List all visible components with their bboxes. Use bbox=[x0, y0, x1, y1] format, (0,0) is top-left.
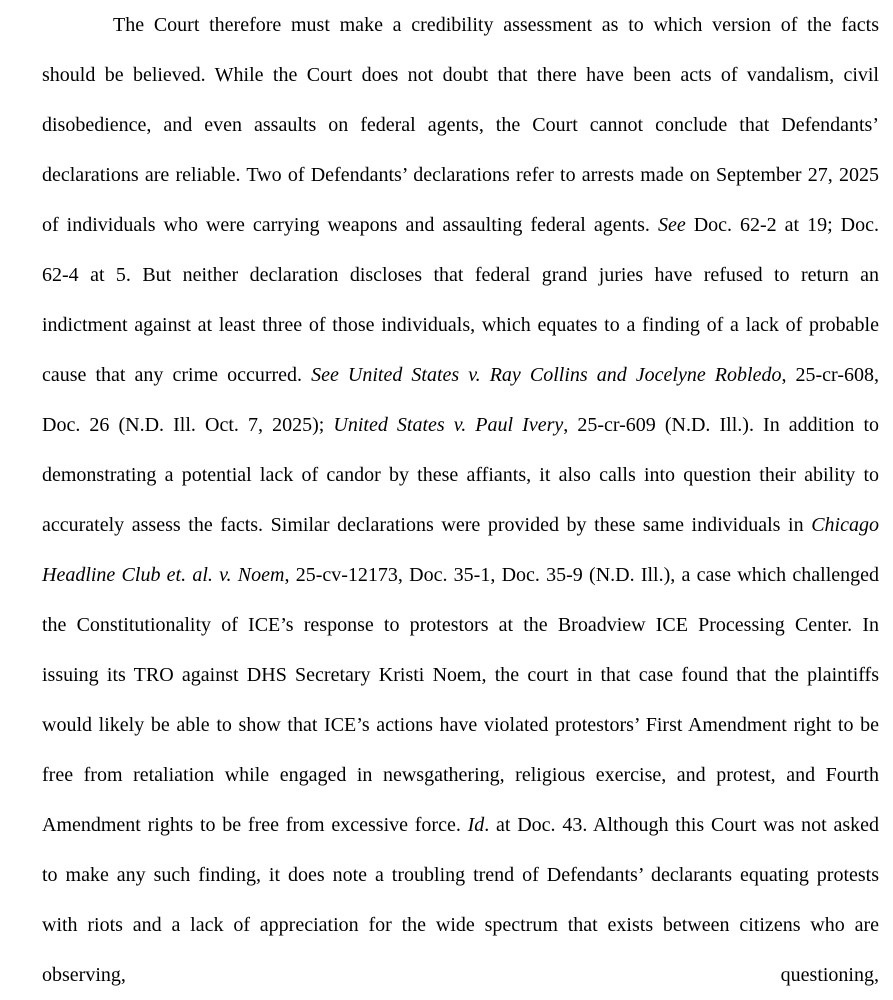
text-run: , 25-cr-608, Doc. 26 (N.D. Ill. Oct. 7, 2025); bbox=[42, 364, 879, 436]
text-run: . at Doc. 43. Although this Court was not asked to make any such finding, it does note a troubling trend of Defendants’ declarants equating protests with riots and a lack of appreciation for the wide spectrum that exists between citizens who are observing, questioning, bbox=[42, 814, 879, 986]
text-run: , 25-cr-609 (N.D. Ill.). In addition to demonstrating a potential lack of candor by these affiants, it also calls into question their ability to accurately assess the facts. Similar declarations were provided by these same individuals in bbox=[42, 414, 880, 536]
citation-italic-run: Chicago Headline Club et. al. v. Noem bbox=[42, 514, 879, 586]
text-run: , 25-cv-12173, Doc. 35-1, Doc. 35-9 (N.D. Ill.), a case which challenged the Constitutionality of ICE’s response to protestors at the Broadview ICE Processing Center. In issuing its TRO against DHS Secretary Kristi Noem, the court in that case found that the plaintiffs would likely be able to show that ICE’s actions have violated protestors’ First Amendment right to be free from retaliation while engaged in newsgathering, religious exercise, and protest, and Fourth Amendment rights to be free from excessive force. bbox=[42, 564, 880, 836]
citation-italic-run: Id bbox=[467, 814, 485, 836]
citation-italic-run: See bbox=[657, 214, 686, 236]
body-paragraph bbox=[42, 0, 879, 1000]
citation-italic-run: United States v. Paul Ivery bbox=[333, 414, 564, 436]
text-run: Doc. 62-2 at 19; Doc. 62-4 at 5. But neither declaration discloses that federal grand juries have refused to return an indictment against at least three of those individuals, which equates to a finding of a lack of probable cause that any crime occurred. bbox=[42, 214, 879, 386]
citation-italic-run: See United States v. Ray Collins and Jocelyne Robledo bbox=[311, 364, 782, 386]
text-run: The Court therefore must make a credibility assessment as to which version of the facts should be believed. While the Court does not doubt that there have been acts of vandalism, civil disobedience, and even assaults on federal agents, the Court cannot conclude that Defendants’ declarations are reliable. Two of Defendants’ declarations refer to arrests made on September 27, 2025 of individuals who were carrying weapons and assaulting federal agents. bbox=[42, 14, 879, 236]
